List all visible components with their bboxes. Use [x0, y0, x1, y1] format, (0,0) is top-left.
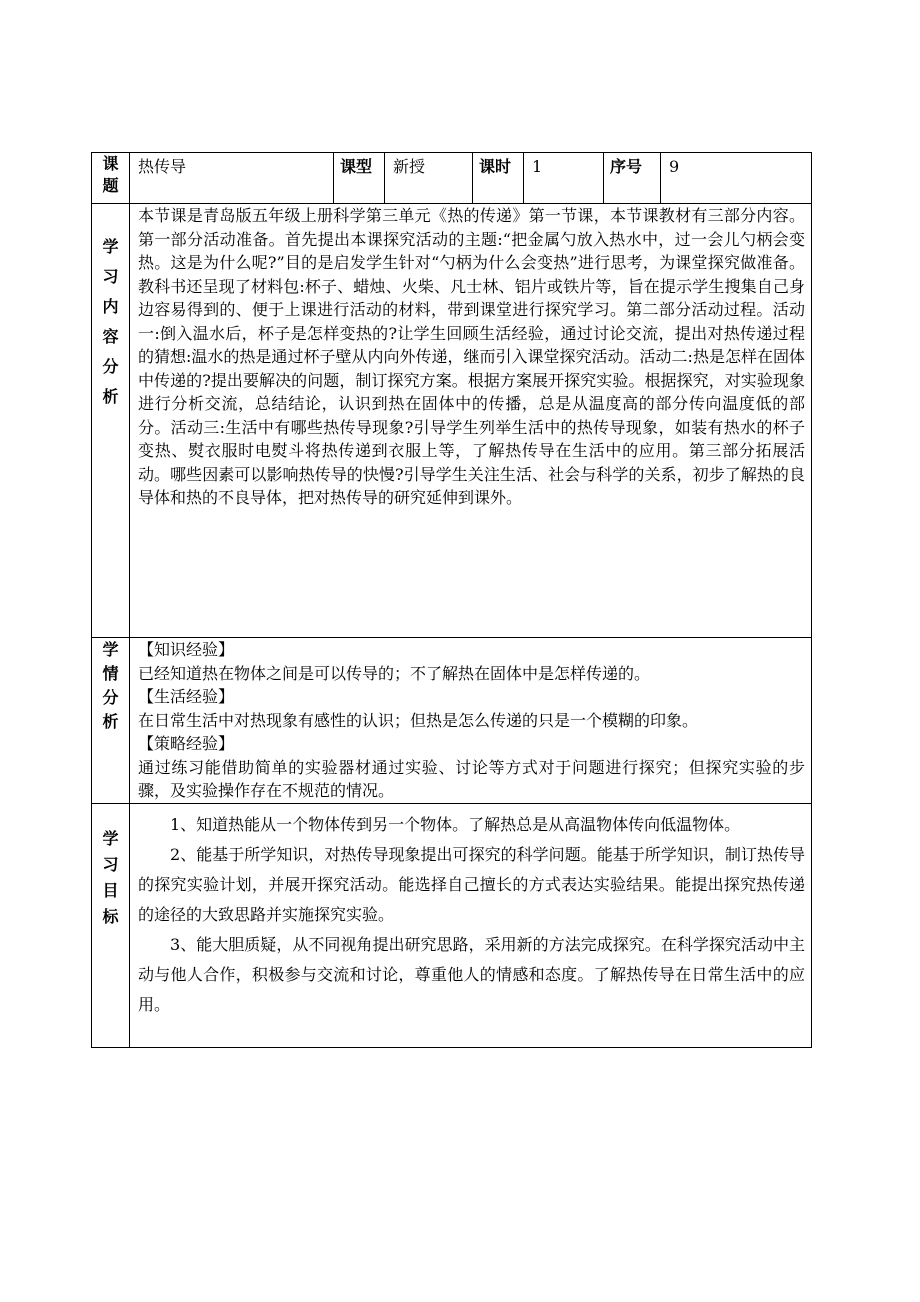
- vertical-label-char: 标: [102, 907, 119, 926]
- number-value: 9: [661, 153, 812, 204]
- type-value: 新授: [385, 153, 473, 204]
- strategy-heading: 【策略经验】: [138, 734, 235, 753]
- vertical-label-char: 析: [102, 387, 119, 406]
- knowledge-heading: 【知识经验】: [138, 640, 235, 659]
- vertical-label-char: 容: [102, 327, 119, 346]
- student-analysis-label-chars: [92, 638, 129, 734]
- topic-label: [92, 153, 130, 204]
- content-analysis-text: 本节课是青岛版五年级上册科学第三单元《热的传递》第一节课，本节课教材有三部分内容。第一部分活动准备。首先提出本课探究活动的主题:“把金属勺放入热水中，过一会儿勺柄会变热。这是为什么呢?”目的是启发学生针对“勺柄为什么会变热”进行思考，为课堂探究做准备。教科书还呈现了材料包:杯子、蜡烛、火柴、凡士林、铝片或铁片等，旨在提示学生搜集自己身边容易得到的、便于上课进行活动的材料，带到课堂进行探究学习。第二部分活动过程。活动一:倒入温水后，杯子是怎样变热的?让学生回顾生活经验，通过讨论交流，提出对热传递过程的猜想:温水的热是通过杯子壁从内向外传递，继而引入课堂探究活动。活动二:热是怎样在固体中传递的?提出要解决的问题，制订探究方案。根据方案展开探究实验。根据探究，对实验现象进行分析交流，总结结论，认识到热在固体中的传播，总是从温度高的部分传向温度低的部分。活动三:生活中有哪些热传导现象?引导学生列举生活中的热传导现象，如装有热水的杯子变热、熨衣服时电熨斗将热传递到衣服上等，了解热传导在生活中的应用。第三部分拓展活动。哪些因素可以影响热传导的快慢?引导学生关注生活、社会与科学的关系，初步了解热的良导体和热的不良导体，把对热传导的研究延伸到课外。: [138, 206, 805, 507]
- vertical-label-char: 分: [102, 688, 119, 707]
- topic-value: 热传导: [130, 153, 334, 204]
- hours-value: 1: [524, 153, 604, 204]
- vertical-label-char: 学: [102, 829, 119, 848]
- type-label: 课型: [334, 153, 385, 204]
- strategy-text: 通过练习能借助简单的实验器材通过实验、讨论等方式对于问题进行探究；但探究实验的步骤，及实验操作存在不规范的情况。: [138, 757, 805, 800]
- goal-3: 3、能大胆质疑，从不同视角提出研究思路，采用新的方法完成探究。在科学探究活动中主动与他人合作，积极参与交流和讨论，尊重他人的情感和态度。了解热传导在日常生活中的应用。: [138, 935, 805, 1014]
- student-analysis-label: [92, 638, 130, 804]
- content-analysis-label-chars: [92, 204, 129, 412]
- vertical-label-char: 析: [102, 712, 119, 731]
- life-heading: 【生活经验】: [138, 687, 235, 706]
- vertical-label-char: 目: [102, 881, 119, 900]
- goal-2: 2、能基于所学知识，对热传导现象提出可探究的科学问题。能基于所学知识，制订热传导的探究实验计划，并展开探究活动。能选择自己擅长的方式表达实验结果。能提出探究热传递的途径的大致思路并实施探究实验。: [138, 845, 805, 924]
- life-text: 在日常生活中对热现象有感性的认识；但热是怎么传递的只是一个模糊的印象。: [138, 710, 699, 730]
- content-analysis-text-cell: [130, 204, 812, 638]
- learning-goals-row: [92, 804, 812, 1048]
- vertical-label-char: 习: [102, 267, 119, 286]
- header-row: [92, 153, 812, 204]
- knowledge-text: 已经知道热在物体之间是可以传导的；不了解热在固体中是怎样传递的。: [138, 663, 651, 683]
- vertical-label-char: 学: [102, 237, 119, 256]
- vertical-label-char: 内: [102, 297, 119, 316]
- content-analysis-label: [92, 204, 130, 638]
- topic-label-char-2: 题: [102, 176, 119, 195]
- number-label: 序号: [604, 153, 661, 204]
- vertical-label-char: 习: [102, 855, 119, 874]
- student-analysis-text-cell: [130, 638, 812, 804]
- lesson-plan-table: [91, 152, 812, 1048]
- vertical-label-char: 情: [102, 664, 119, 683]
- content-analysis-row: [92, 204, 812, 638]
- goal-1: 1、知道热能从一个物体传到另一个物体。了解热总是从高温物体传向低温物体。: [170, 815, 741, 834]
- learning-goals-label-chars: [92, 804, 129, 930]
- vertical-label-char: 学: [102, 640, 119, 659]
- learning-goals-text-cell: [130, 804, 812, 1048]
- hours-label: 课时: [473, 153, 524, 204]
- vertical-label-char: 分: [102, 357, 119, 376]
- student-analysis-row: [92, 638, 812, 804]
- learning-goals-label: [92, 804, 130, 1048]
- topic-label-char-1: 课: [102, 154, 119, 173]
